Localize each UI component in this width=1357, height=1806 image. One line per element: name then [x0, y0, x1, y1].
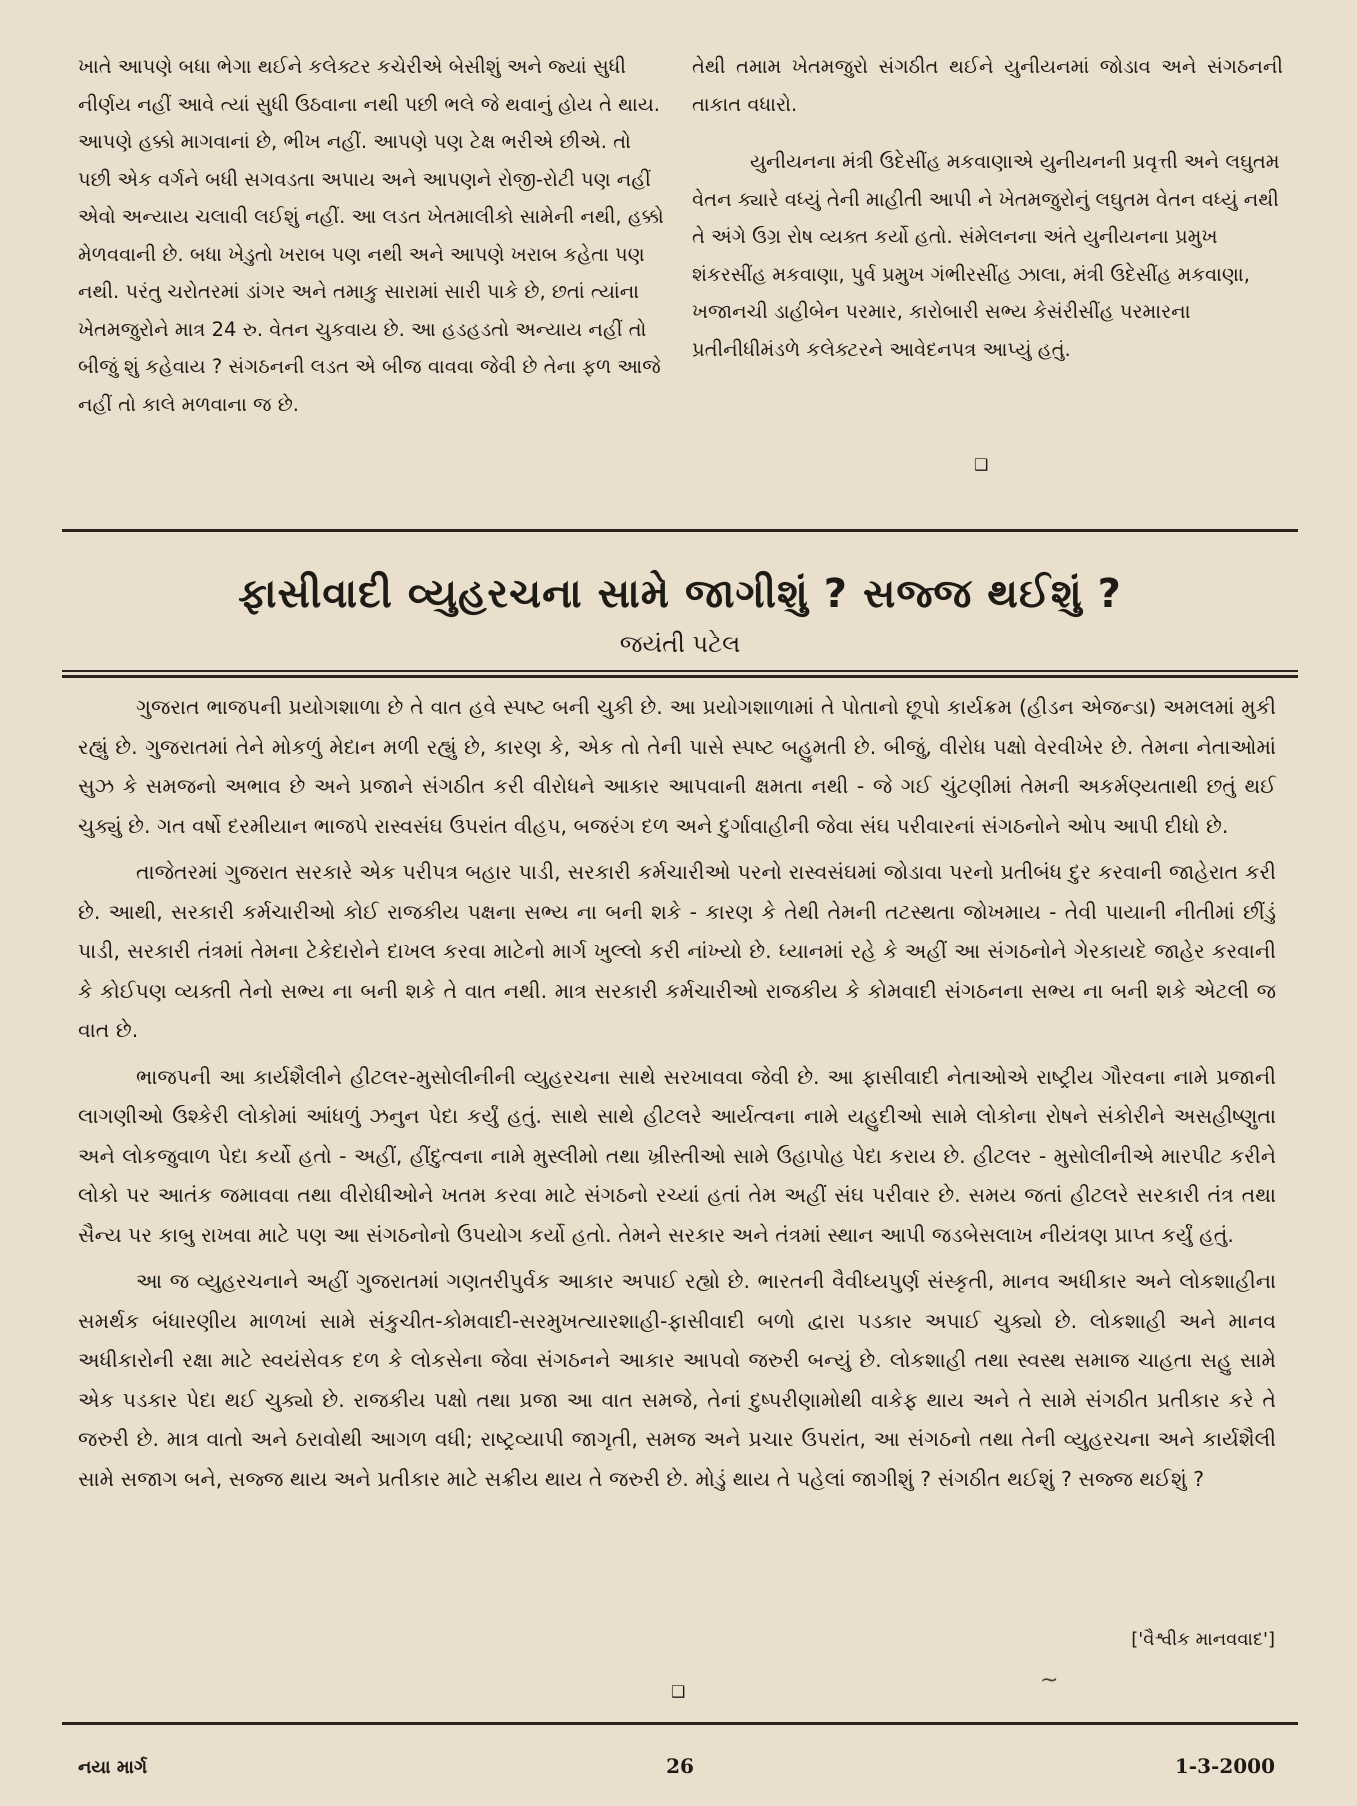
page-number: 26: [666, 1754, 694, 1778]
article-paragraph-1: ગુજરાત ભાજપની પ્રયોગશાળા છે તે વાત હવે સ્પષ્ટ બની ચુકી છે. આ પ્રયોગશાળામાં તે પોતાનો છૂપો કાર્યક્રમ (હીડન એજન્ડા) અમલમાં મુકી રહ્યું છે. ગુજરાતમાં તેને મોકળું મેદાન મળી રહ્યું છે, કારણ કે, એક તો તેની પાસે સ્પષ્ટ બહુમતી છે. બીજું, વીરોધ પક્ષો વેરવીખેર છે. તેમના નેતાઓમાં સુઝ કે સમજનો અભાવ છે અને પ્રજાને સંગઠીત કરી વીરોધને આકાર આપવાની ક્ષમતા નથી - જે ગઈ ચુંટણીમાં તેમની અકર્મણ્યતાથી છતું થઈ ચુક્યું છે. ગત વર્ષો દરમીયાન ભાજપે રાસ્વસંઘ ઉપરાંત વીહપ, બજરંગ દળ અને દુર્ગાવાહીની જેવા સંઘ પરીવારનાં સંગઠનોને ઓપ આપી દીધો છે.: [78, 695, 1276, 838]
end-mark-article: ❑: [671, 1682, 686, 1701]
publication-name: નયા માર્ગ: [78, 1757, 148, 1778]
article-source: ['વૈશ્વીક માનવવાદ']: [1131, 1629, 1275, 1650]
divider-footer: [62, 1722, 1298, 1725]
issue-date: 1-3-2000: [1174, 1754, 1275, 1778]
previous-article-continuation: [78, 48, 1283, 516]
divider-author-2: [62, 675, 1298, 678]
divider-top: [62, 529, 1298, 532]
article-body: [78, 688, 1276, 1506]
left-column-text: ખાતે આપણે બધા ભેગા થઈને કલેક્ટર કચેરીએ બેસીશું અને જ્યાં સુધી નીર્ણય નહીં આવે ત્યાં સુધી ઉઠવાના નથી પછી ભલે જે થવાનું હોય તે થાય. આપણે હક્કો માગવાનાં છે, ભીખ નહીં. આપણે પણ ટેક્ષ ભરીએ છીએ. તો પછી એક વર્ગને બધી સગવડતા અપાય અને આપણને રોજી-રોટી પણ નહીં એવો અન્યાય ચલાવી લઈશું નહીં. આ લડત ખેતમાલીકો સામેની નથી, હક્કો મેળવવાની છે. બધા ખેડુતો ખરાબ પણ નથી અને આપણે ખરાબ કહેતા પણ નથી. પરંતુ ચરોતરમાં ડાંગર અને તમાકુ સારામાં સારી પાકે છે, છતાં ત્યાંના ખેતમજુરોને માત્ર 24 રુ. વેતન ચુકવાય છે. આ હડહડતો અન્યાય નહીં તો બીજું શું કહેવાય ? સંગઠનની લડત એ બીજ વાવવા જેવી છે તેના ફળ આજે નહીં તો કાલે મળવાના જ છે.: [78, 55, 664, 416]
article-paragraph-2: તાજેતરમાં ગુજરાત સરકારે એક પરીપત્ર બહાર પાડી, સરકારી કર્મચારીઓ પરનો રાસ્વસંઘમાં જોડાવા પરનો પ્રતીબંધ દુર કરવાની જાહેરાત કરી છે. આથી, સરકારી કર્મચારીઓ કોઈ રાજકીય પક્ષના સભ્ય ના બની શકે - કારણ કે તેથી તેમની તટસ્થતા જોખમાય - તેવી પાયાની નીતીમાં છીંડું પાડી, સરકારી તંત્રમાં તેમના ટેકેદારોને દાખલ કરવા માટેનો માર્ગ ખુલ્લો કરી નાંખ્યો છે. ધ્યાનમાં રહે કે અહીં આ સંગઠનોને ગેરકાયદે જાહેર કરવાની કે કોઈપણ વ્યક્તી તેનો સભ્ય ના બની શકે તે વાત નથી. માત્ર સરકારી કર્મચારીઓ રાજકીય કે કોમવાદી સંગઠનના સભ્ય ના બની શકે એટલી જ વાત છે.: [78, 860, 1276, 1042]
end-mark-previous: ❑: [974, 455, 989, 474]
article-author: જયંતી પટેલ: [619, 630, 741, 658]
divider-author-1: [62, 670, 1298, 672]
article-paragraph-3: ભાજપની આ કાર્યશૈલીને હીટલર-મુસોલીનીની વ્યુહરચના સાથે સરખાવવા જેવી છે. આ ફાસીવાદી નેતાઓએ રાષ્ટ્રીય ગૌરવના નામે પ્રજાની લાગણીઓ ઉશ્કેરી લોકોમાં આંધળું ઝનુન પેદા કર્યું હતું. સાથે સાથે હીટલરે આર્યત્વના નામે યહુદીઓ સામે લોકોના રોષને સંકોરીને અસહીષ્ણુતા અને લોકજુવાળ પેદા કર્યો હતો - અહીં, હીંદુત્વના નામે મુસ્લીમો તથા ખ્રીસ્તીઓ સામે ઉહાપોહ પેદા કરાય છે. હીટલર - મુસોલીનીએ મારપીટ કરીને લોકો પર આતંક જમાવવા તથા વીરોધીઓને ખતમ કરવા માટે સંગઠનો રચ્યાં હતાં તેમ અહીં સંઘ પરીવાર છે. સમય જતાં હીટલરે સરકારી તંત્ર તથા સૈન્ય પર કાબુ રાખવા માટે પણ આ સંગઠનોનો ઉપયોગ કર્યો હતો. તેમને સરકાર અને તંત્રમાં સ્થાન આપી જડબેસલાખ નીયંત્રણ પ્રાપ્ત કર્યું હતું.: [78, 1064, 1277, 1247]
handwritten-mark: ~: [1040, 1668, 1059, 1693]
right-column: [692, 48, 1283, 368]
right-column-paragraph-1: તેથી તમામ ખેતમજુરો સંગઠીત થઈને યુનીયનમાં જોડાવ અને સંગઠનની તાકાત વધારો.: [692, 55, 1283, 116]
right-column-paragraph-2: યુનીયનના મંત્રી ઉદેસીંહ મકવાણાએ યુનીયનની પ્રવૃત્તી અને લઘુતમ વેતન ક્યારે વધ્યું તેની માહીતી આપી ને ખેતમજુરોનું લઘુતમ વેતન વધ્યું નથી તે અંગે ઉગ્ર રોષ વ્યક્ત કર્યો હતો. સંમેલનના અંતે યુનીયનના પ્રમુખ શંકરસીંહ મકવાણા, પુર્વ પ્રમુખ ગંભીરસીંહ ઝાલા, મંત્રી ઉદેસીંહ મકવાણા, ખજાનચી ડાહીબેન પરમાર, કારોબારી સભ્ય કેસંરીસીંહ પરમારના પ્રતીનીધીમંડળે કલેક્ટરને આવેદનપત્ર આપ્યું હતું.: [692, 150, 1280, 361]
left-column: [78, 48, 670, 423]
article-paragraph-4: આ જ વ્યુહરચનાને અહીં ગુજરાતમાં ગણતરીપુર્વક આકાર અપાઈ રહ્યો છે. ભારતની વૈવીધ્યપુર્ણ સંસ્કૃતી, માનવ અધીકાર અને લોકશાહીના સમર્થક બંધારણીય માળખાં સામે સંકુચીત-કોમવાદી-સરમુખત્યારશાહી-ફાસીવાદી બળો દ્વારા પડકાર અપાઈ ચુક્યો છે. લોકશાહી અને માનવ અધીકારોની રક્ષા માટે સ્વયંસેવક દળ કે લોકસેના જેવા સંગઠનને આકાર આપવો જરુરી બન્યું છે. લોકશાહી તથા સ્વસ્થ સમાજ ચાહતા સહુ સામે એક પડકાર પેદા થઈ ચુક્યો છે. રાજકીય પક્ષો તથા પ્રજા આ વાત સમજે, તેનાં દુષ્પરીણામોથી વાકેફ થાય અને તે સામે સંગઠીત પ્રતીકાર કરે તે જરુરી છે. માત્ર વાતો અને ઠરાવોથી આગળ વધી; રાષ્ટ્રવ્યાપી જાગૃતી, સમજ અને પ્રચાર ઉપરાંત, આ સંગઠનો તથા તેની વ્યુહરચના અને કાર્યશૈલી સામે સજાગ બને, સજ્જ થાય અને પ્રતીકાર માટે સક્રીય થાય તે જરુરી છે. મોડું થાય તે પહેલાં જાગીશું ? સંગઠીત થઈશું ? સજ્જ થઈશું ?: [78, 1269, 1276, 1491]
article-headline: ફાસીવાદી વ્યુહરચના સામે જાગીશું ? સજ્જ થઈશું ?: [238, 570, 1122, 617]
